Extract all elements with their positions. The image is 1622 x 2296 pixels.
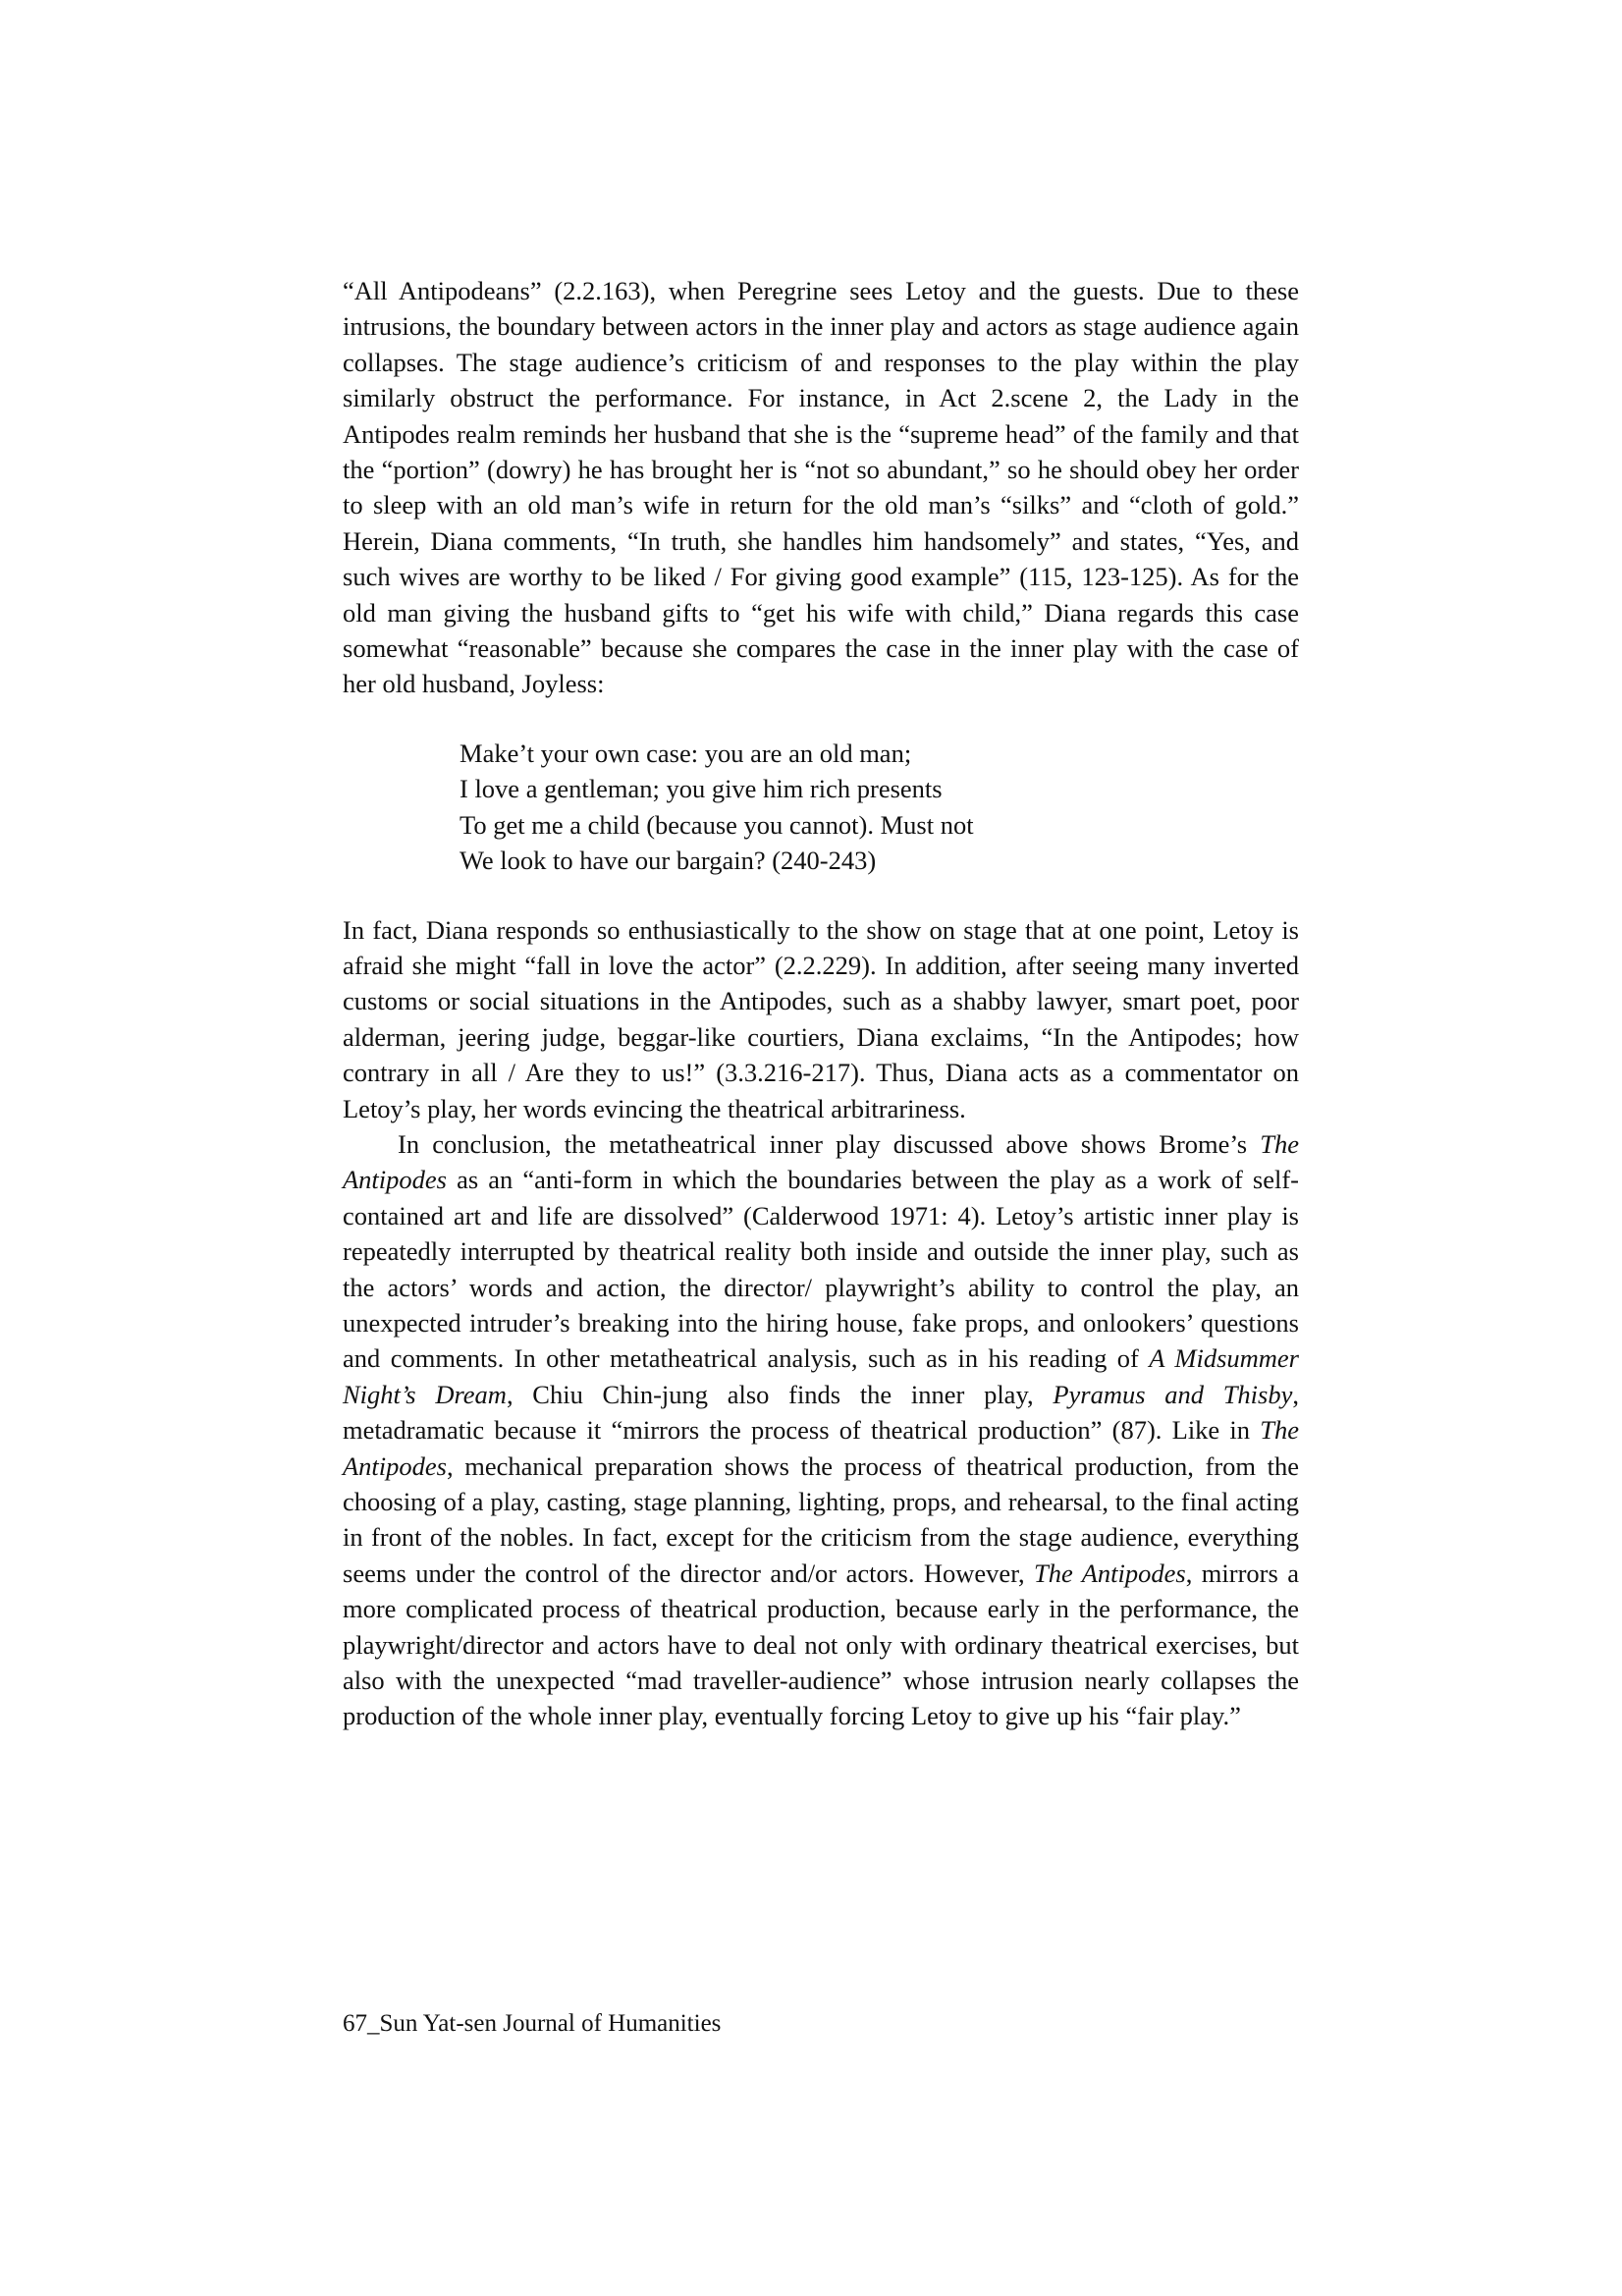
paragraph-3-segment: as an “anti-form in which the boundaries between the play as a work of self-contained art and life are dissolved” (Calderwood 1971: 4). Letoy’s artistic inner play is repeatedly interrupted by theatrical reality both inside and outside the inner play, such as the actors’ words and action, the director/ playwright’s ability to control the play, an unexpected intruder’s breaking into the hiring house, fake props, and onlookers’ questions and comments. In other metatheatrical analysis, such as in his reading of (343, 1165, 1299, 1374)
paragraph-2-text: In fact, Diana responds so enthusiastically to the show on stage that at one point, Letoy is afraid she might “fall in love the actor” (2.2.229). In addition, after seeing many inverted customs or social situations in the Antipodes, such as a shabby lawyer, smart poet, poor alderman, jeering judge, beggar-like courtiers, Diana exclaims, “In the Antipodes; how contrary in all / Are they to us!” (3.3.216-217). Thus, Diana acts as a commentator on Letoy’s play, her words evincing the theatrical arbitrariness. (343, 914, 1299, 1123)
block-quote (460, 736, 1299, 879)
paragraph-3-segment: , mirrors a more complicated process of theatrical production, because early in the performance, the playwright/director and actors have to deal not only with ordinary theatrical exercises, but also with the unexpected “mad traveller-audience” whose intrusion nearly collapses the production of the whole inner play, eventually forcing Letoy to give up his “fair play.” (343, 1558, 1300, 1731)
paragraph-3-segment: , mechanical preparation shows the process of theatrical production, from the choosing of a play, casting, stage planning, lighting, props, and rehearsal, to the final acting in front of the nobles. In fact, except for the criticism from the stage audience, everything seems under the control of the director and/or actors. However, (343, 1450, 1299, 1588)
quote-line-3: To get me a child (because you cannot). Must not (460, 809, 974, 840)
paragraph-2 (343, 912, 1299, 1126)
quote-line-2: I love a gentleman; you give him rich presents (460, 774, 943, 804)
page-body (343, 273, 1299, 1734)
paragraph-3-title-italic: The Antipodes (1034, 1558, 1186, 1588)
paragraph-3-segment: In conclusion, the metatheatrical inner play discussed above shows Brome’s (398, 1128, 1261, 1159)
page-footer (343, 2009, 721, 2039)
paragraph-3-title-italic: The Antipodes (343, 1415, 1299, 1481)
paragraph-3-segment: , metadramatic because it “mirrors the process of theatrical production” (87). Like in (343, 1379, 1299, 1446)
paragraph-3-title-italic: The Antipodes (343, 1128, 1299, 1195)
quote-line-4: We look to have our bargain? (240-243) (460, 846, 877, 876)
footer-page-label: 67_Sun Yat-sen Journal of Humanities (343, 2010, 722, 2037)
paragraph-3 (343, 1126, 1299, 1734)
paragraph-3-title-italic: Pyramus and Thisby (1053, 1379, 1293, 1409)
quote-line-1: Make’t your own case: you are an old man; (460, 738, 912, 768)
paragraph-3-segment: , Chiu Chin-jung also finds the inner play, (506, 1379, 1054, 1409)
paragraph-1-text: “All Antipodeans” (2.2.163), when Peregrine sees Letoy and the guests. Due to these intrusions, the boundary between actors in the inner play and actors as stage audience again collapses. The stage audience’s criticism of and responses to the play within the play similarly obstruct the performance. For instance, in Act 2.scene 2, the Lady in the Antipodes realm reminds her husband that she is the “supreme head” of the family and that the “portion” (dowry) he has brought her is “not so abundant,” so he should obey her order to sleep with an old man’s wife in return for the old man’s “silks” and “cloth of gold.” Herein, Diana comments, “In truth, she handles him handsomely” and states, “Yes, and such wives are worthy to be liked / For giving good example” (115, 123-125). As for the old man giving the husband gifts to “get his wife with child,” Diana regards this case somewhat “reasonable” because she compares the case in the inner play with the case of her old husband, Joyless: (343, 276, 1299, 699)
paragraph-1 (343, 273, 1299, 702)
paragraph-3-title-italic: A Midsummer Night’s Dream (343, 1343, 1299, 1409)
